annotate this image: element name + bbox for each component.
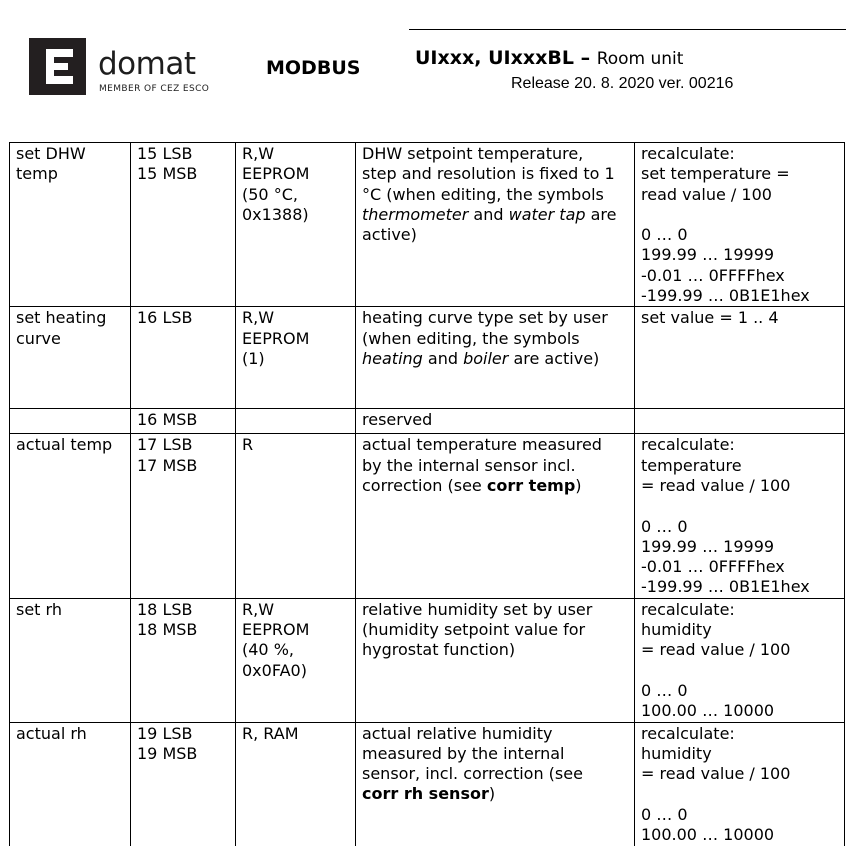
table-row [10,434,845,598]
product-name: UIxxx, UIxxxBL [415,47,574,69]
table-row [10,598,845,722]
release-info: Release 20. 8. 2020 ver. 00216 [511,75,734,92]
access-cell: R [236,434,356,598]
description-cell: actual relative humidity measured by the internal sensor, incl. correction (see corr rh sensor) [356,722,635,846]
domat-logo-icon [29,38,86,95]
description-cell: relative humidity set by user (humidity setpoint value for hygrostat function) [356,598,635,722]
access-cell [236,409,356,434]
value-cell: recalculate: set temperature = read value / 100 0 … 0 199.99 … 19999 -0.01 … 0FFFFhex -199.99 … 0B1E1hex [635,143,845,307]
description-cell: actual temperature measured by the internal sensor incl. correction (see corr temp) [356,434,635,598]
value-cell [635,409,845,434]
description-cell: DHW setpoint temperature, step and resolution is fixed to 1 °C (when editing, the symbols thermometer and water tap are active) [356,143,635,307]
logo-text: domat [98,46,196,82]
register-cell: 17 LSB 17 MSB [131,434,236,598]
product-title [415,47,683,69]
name-cell: actual temp [10,434,131,598]
table-row [10,722,845,846]
access-cell: R,W EEPROM (50 °C, 0x1388) [236,143,356,307]
product-role: Room unit [596,49,684,69]
header-rule [409,29,846,30]
table-row [10,143,845,307]
access-cell: R,W EEPROM (40 %, 0x0FA0) [236,598,356,722]
description-cell: heating curve type set by user (when editing, the symbols heating and boiler are active) [356,307,635,409]
register-cell: 16 LSB [131,307,236,409]
register-cell: 15 LSB 15 MSB [131,143,236,307]
register-cell: 16 MSB [131,409,236,434]
value-cell: set value = 1 .. 4 [635,307,845,409]
name-cell: actual rh [10,722,131,846]
access-cell: R, RAM [236,722,356,846]
product-dash: – [573,47,597,69]
register-cell: 18 LSB 18 MSB [131,598,236,722]
value-cell: recalculate: humidity = read value / 100 0 … 0 100.00 … 10000 [635,722,845,846]
register-cell: 19 LSB 19 MSB [131,722,236,846]
table-row [10,307,845,409]
access-cell: R,W EEPROM (1) [236,307,356,409]
name-cell: set DHW temp [10,143,131,307]
logo-subtitle: MEMBER OF CEZ ESCO [99,84,210,94]
name-cell: set rh [10,598,131,722]
name-cell: set heating curve [10,307,131,409]
description-cell: reserved [356,409,635,434]
table-row [10,409,845,434]
value-cell: recalculate: humidity = read value / 100 0 … 0 100.00 … 10000 [635,598,845,722]
name-cell [10,409,131,434]
value-cell: recalculate: temperature = read value / 100 0 … 0 199.99 … 19999 -0.01 … 0FFFFhex -199.99 … 0B1E1hex [635,434,845,598]
register-table [9,142,845,846]
protocol-title: MODBUS [266,57,361,79]
